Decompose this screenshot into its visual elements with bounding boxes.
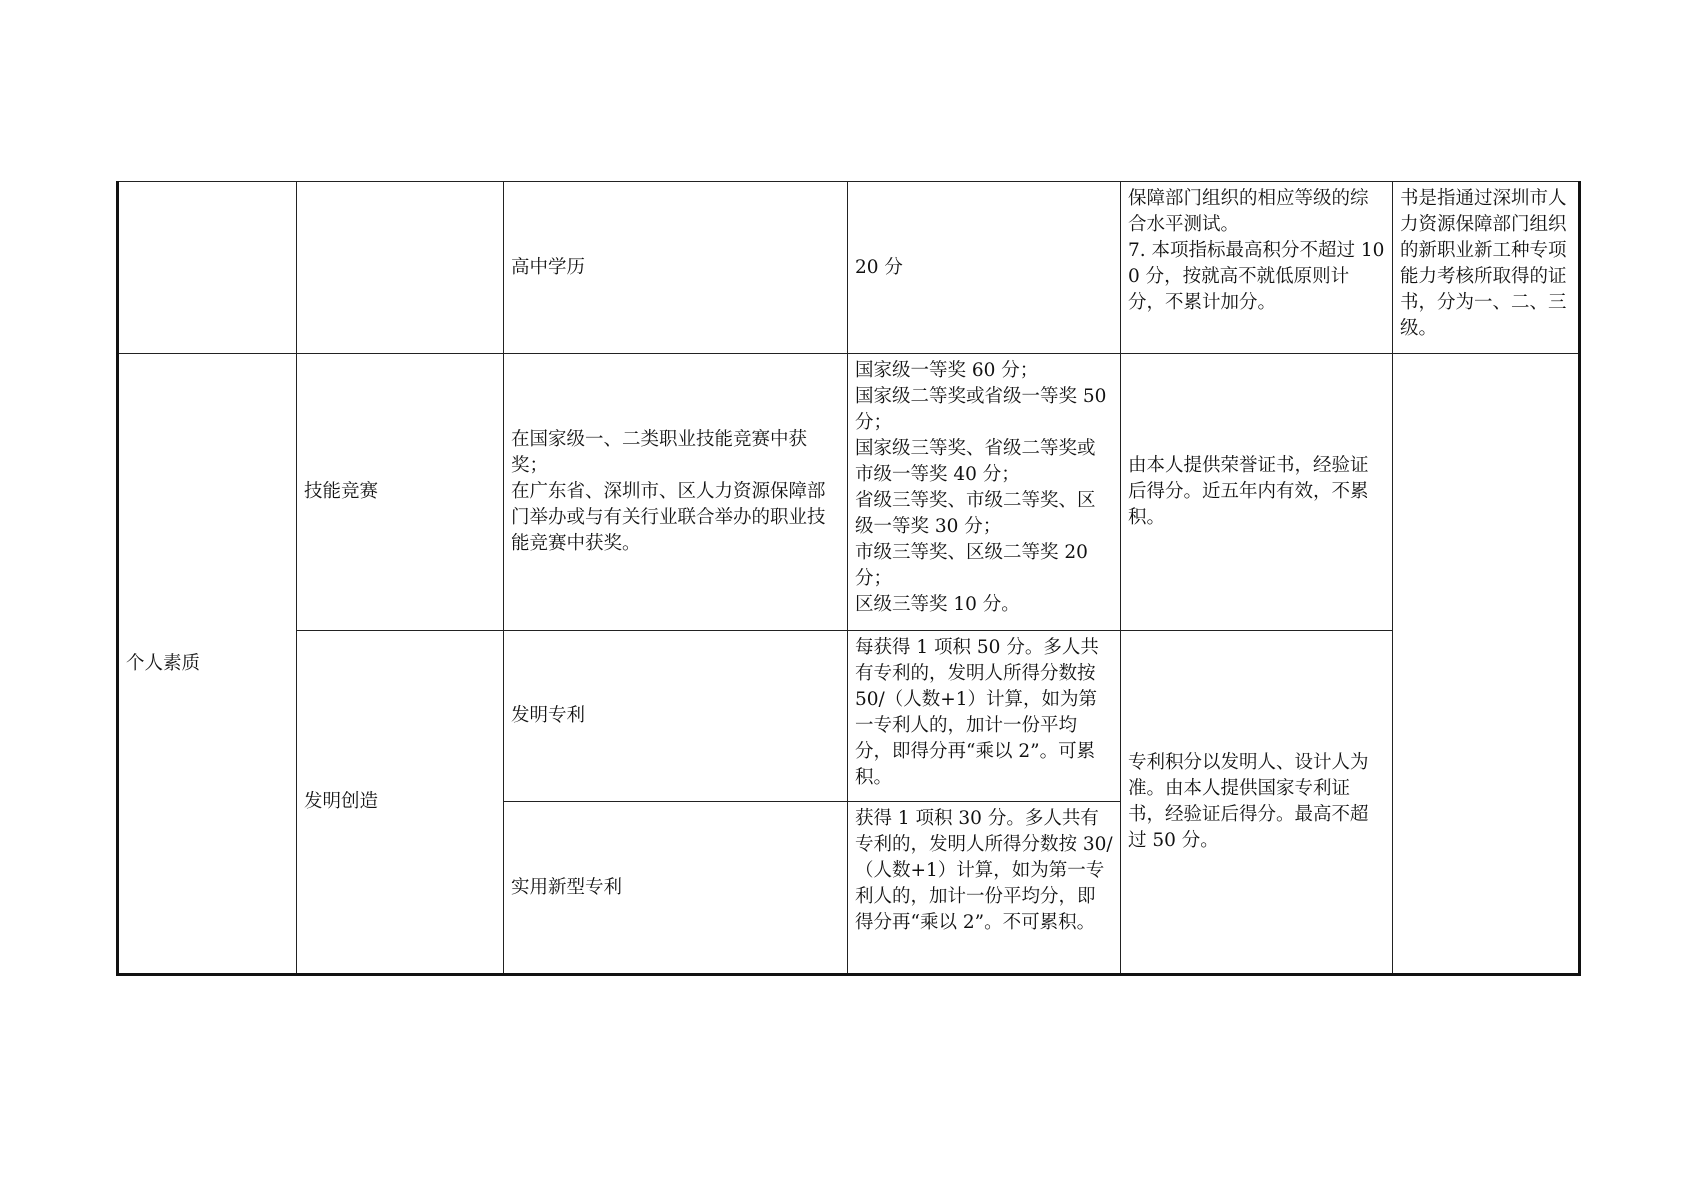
subcategory-cell-empty bbox=[297, 182, 504, 354]
score-line: 国家级二等奖或省级一等奖 50 分； bbox=[855, 386, 1107, 433]
note-cell: 专利积分以发明人、设计人为准。由本人提供国家专利证书，经验证后得分。最高不超过 50 分。 bbox=[1121, 631, 1393, 975]
item-line: 在广东省、深圳市、区人力资源保障部门举办或与有关行业联合举办的职业技能竞赛中获奖。 bbox=[511, 481, 826, 554]
score-line: 省级三等奖、市级二等奖、区级一等奖 30 分； bbox=[855, 490, 1096, 537]
item-cell: 实用新型专利 bbox=[504, 802, 848, 975]
note-line: 保障部门组织的相应等级的综合水平测试。 bbox=[1128, 188, 1369, 235]
score-cell: 每获得 1 项积 50 分。多人共有专利的，发明人所得分数按 50/（人数+1）计算，如为第一专利人的，加计一份平均分，即得分再“乘以 2”。可累积。 bbox=[848, 631, 1121, 802]
subcategory-cell: 技能竞赛 bbox=[297, 354, 504, 631]
category-cell: 个人素质 bbox=[118, 354, 297, 975]
note-cell bbox=[1121, 182, 1393, 354]
table-row bbox=[118, 631, 1580, 802]
table-row bbox=[118, 354, 1580, 631]
score-cell: 获得 1 项积 30 分。多人共有专利的，发明人所得分数按 30/（人数+1）计算，如为第一专利人的，加计一份平均分，即得分再“乘以 2”。不可累积。 bbox=[848, 802, 1121, 975]
subcategory-cell: 发明创造 bbox=[297, 631, 504, 975]
score-cell bbox=[848, 354, 1121, 631]
item-cell: 发明专利 bbox=[504, 631, 848, 802]
item-cell: 高中学历 bbox=[504, 182, 848, 354]
category-cell-empty bbox=[118, 182, 297, 354]
score-cell: 20 分 bbox=[848, 182, 1121, 354]
score-line: 市级三等奖、区级二等奖 20 分； bbox=[855, 542, 1088, 589]
item-line: 在国家级一、二类职业技能竞赛中获奖； bbox=[511, 429, 808, 476]
remark-cell-empty bbox=[1393, 354, 1580, 975]
table-row bbox=[118, 182, 1580, 354]
item-cell bbox=[504, 354, 848, 631]
points-table bbox=[116, 181, 1581, 976]
note-line: 7. 本项指标最高积分不超过 100 分，按就高不就低原则计分，不累计加分。 bbox=[1128, 240, 1385, 313]
note-cell: 由本人提供荣誉证书，经验证后得分。近五年内有效，不累积。 bbox=[1121, 354, 1393, 631]
score-line: 国家级三等奖、省级二等奖或市级一等奖 40 分； bbox=[855, 438, 1096, 485]
score-line: 区级三等奖 10 分。 bbox=[855, 594, 1020, 615]
score-line: 国家级一等奖 60 分； bbox=[855, 360, 1039, 381]
remark-cell: 书是指通过深圳市人力资源保障部门组织的新职业新工种专项能力考核所取得的证书，分为一、二、三级。 bbox=[1393, 182, 1580, 354]
